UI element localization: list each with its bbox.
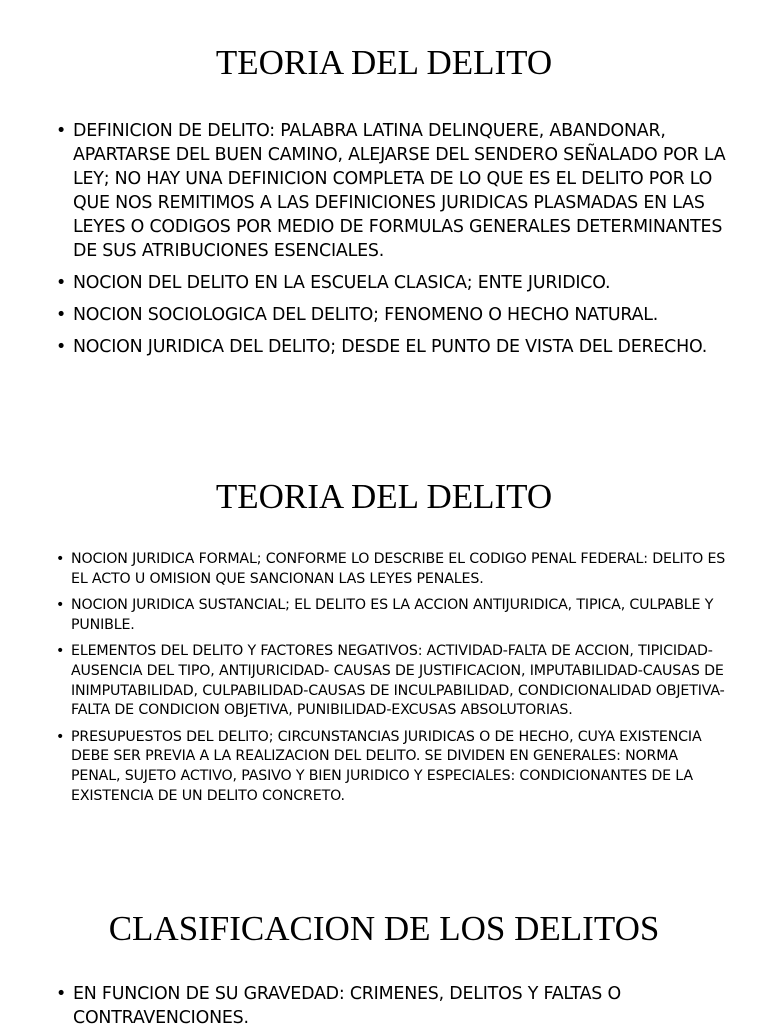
bullet-item: • DEFINICION DE DELITO: PALABRA LATINA DELINQUERE, ABANDONAR, APARTARSE DEL BUEN CAMINO, ALEJARSE DEL SENDERO SEÑALADO POR LA LEY; NO HAY UNA DEFINICION COMPLETA DE LO QUE ES EL DELITO POR LO QUE NOS REMITIMOS A LAS DEFINICIONES JURIDICAS PLASMADAS EN LAS LEYES O CODIGOS POR MEDIO DE FORMULAS GENERALES DETERMINANTES DE SUS ATRIBUCIONES ESENCIALES. — [56, 119, 728, 263]
slide-2 — [0, 460, 768, 860]
bullet-item: • PRESUPUESTOS DEL DELITO; CIRCUNSTANCIAS JURIDICAS O DE HECHO, CUYA EXISTENCIA DEBE SER PREVIA A LA REALIZACION DEL DELITO. SE DIVIDEN EN GENERALES: NORMA PENAL, SUJETO ACTIVO, PASIVO Y BIEN JURIDICO Y ESPECIALES: CONDICIONANTES DE LA EXISTENCIA DE UN DELITO CONCRETO. — [56, 728, 728, 806]
slide-3 — [0, 890, 768, 1028]
bullet-list — [56, 982, 728, 1030]
slide-title: TEORIA DEL DELITO — [215, 43, 553, 82]
bullet-item: • NOCION JURIDICA DEL DELITO; DESDE EL PUNTO DE VISTA DEL DERECHO. — [56, 335, 728, 359]
bullet-item: • NOCION JURIDICA SUSTANCIAL; EL DELITO ES LA ACCION ANTIJURIDICA, TIPICA, CULPABLE Y PUNIBLE. — [56, 596, 728, 635]
bullet-item: • EN FUNCION DE SU GRAVEDAD: CRIMENES, DELITOS Y FALTAS O CONTRAVENCIONES. — [56, 982, 728, 1030]
bullet-item: • NOCION JURIDICA FORMAL; CONFORME LO DESCRIBE EL CODIGO PENAL FEDERAL: DELITO ES EL ACTO U OMISION QUE SANCIONAN LAS LEYES PENALES. — [56, 550, 728, 589]
slide-title: TEORIA DEL DELITO — [215, 477, 553, 516]
bullet-item: • ELEMENTOS DEL DELITO Y FACTORES NEGATIVOS: ACTIVIDAD-FALTA DE ACCION, TIPICIDAD-AUSENCIA DEL TIPO, ANTIJURICIDAD- CAUSAS DE JUSTIFICACION, IMPUTABILIDAD-CAUSAS DE INIMPUTABILIDAD, CULPABILIDAD-CAUSAS DE INCULPABILIDAD, CONDICIONALIDAD OBJETIVA-FALTA DE CONDICION OBJETIVA, PUNIBILIDAD-EXCUSAS ABSOLUTORIAS. — [56, 642, 728, 720]
bullet-item: • NOCION DEL DELITO EN LA ESCUELA CLASICA; ENTE JURIDICO. — [56, 271, 728, 295]
bullet-item: • NOCION SOCIOLOGICA DEL DELITO; FENOMENO O HECHO NATURAL. — [56, 303, 728, 327]
bullet-list — [56, 119, 728, 367]
slide-title: CLASIFICACION DE LOS DELITOS — [108, 909, 660, 948]
slide-1 — [0, 0, 768, 420]
bullet-list — [56, 550, 728, 813]
